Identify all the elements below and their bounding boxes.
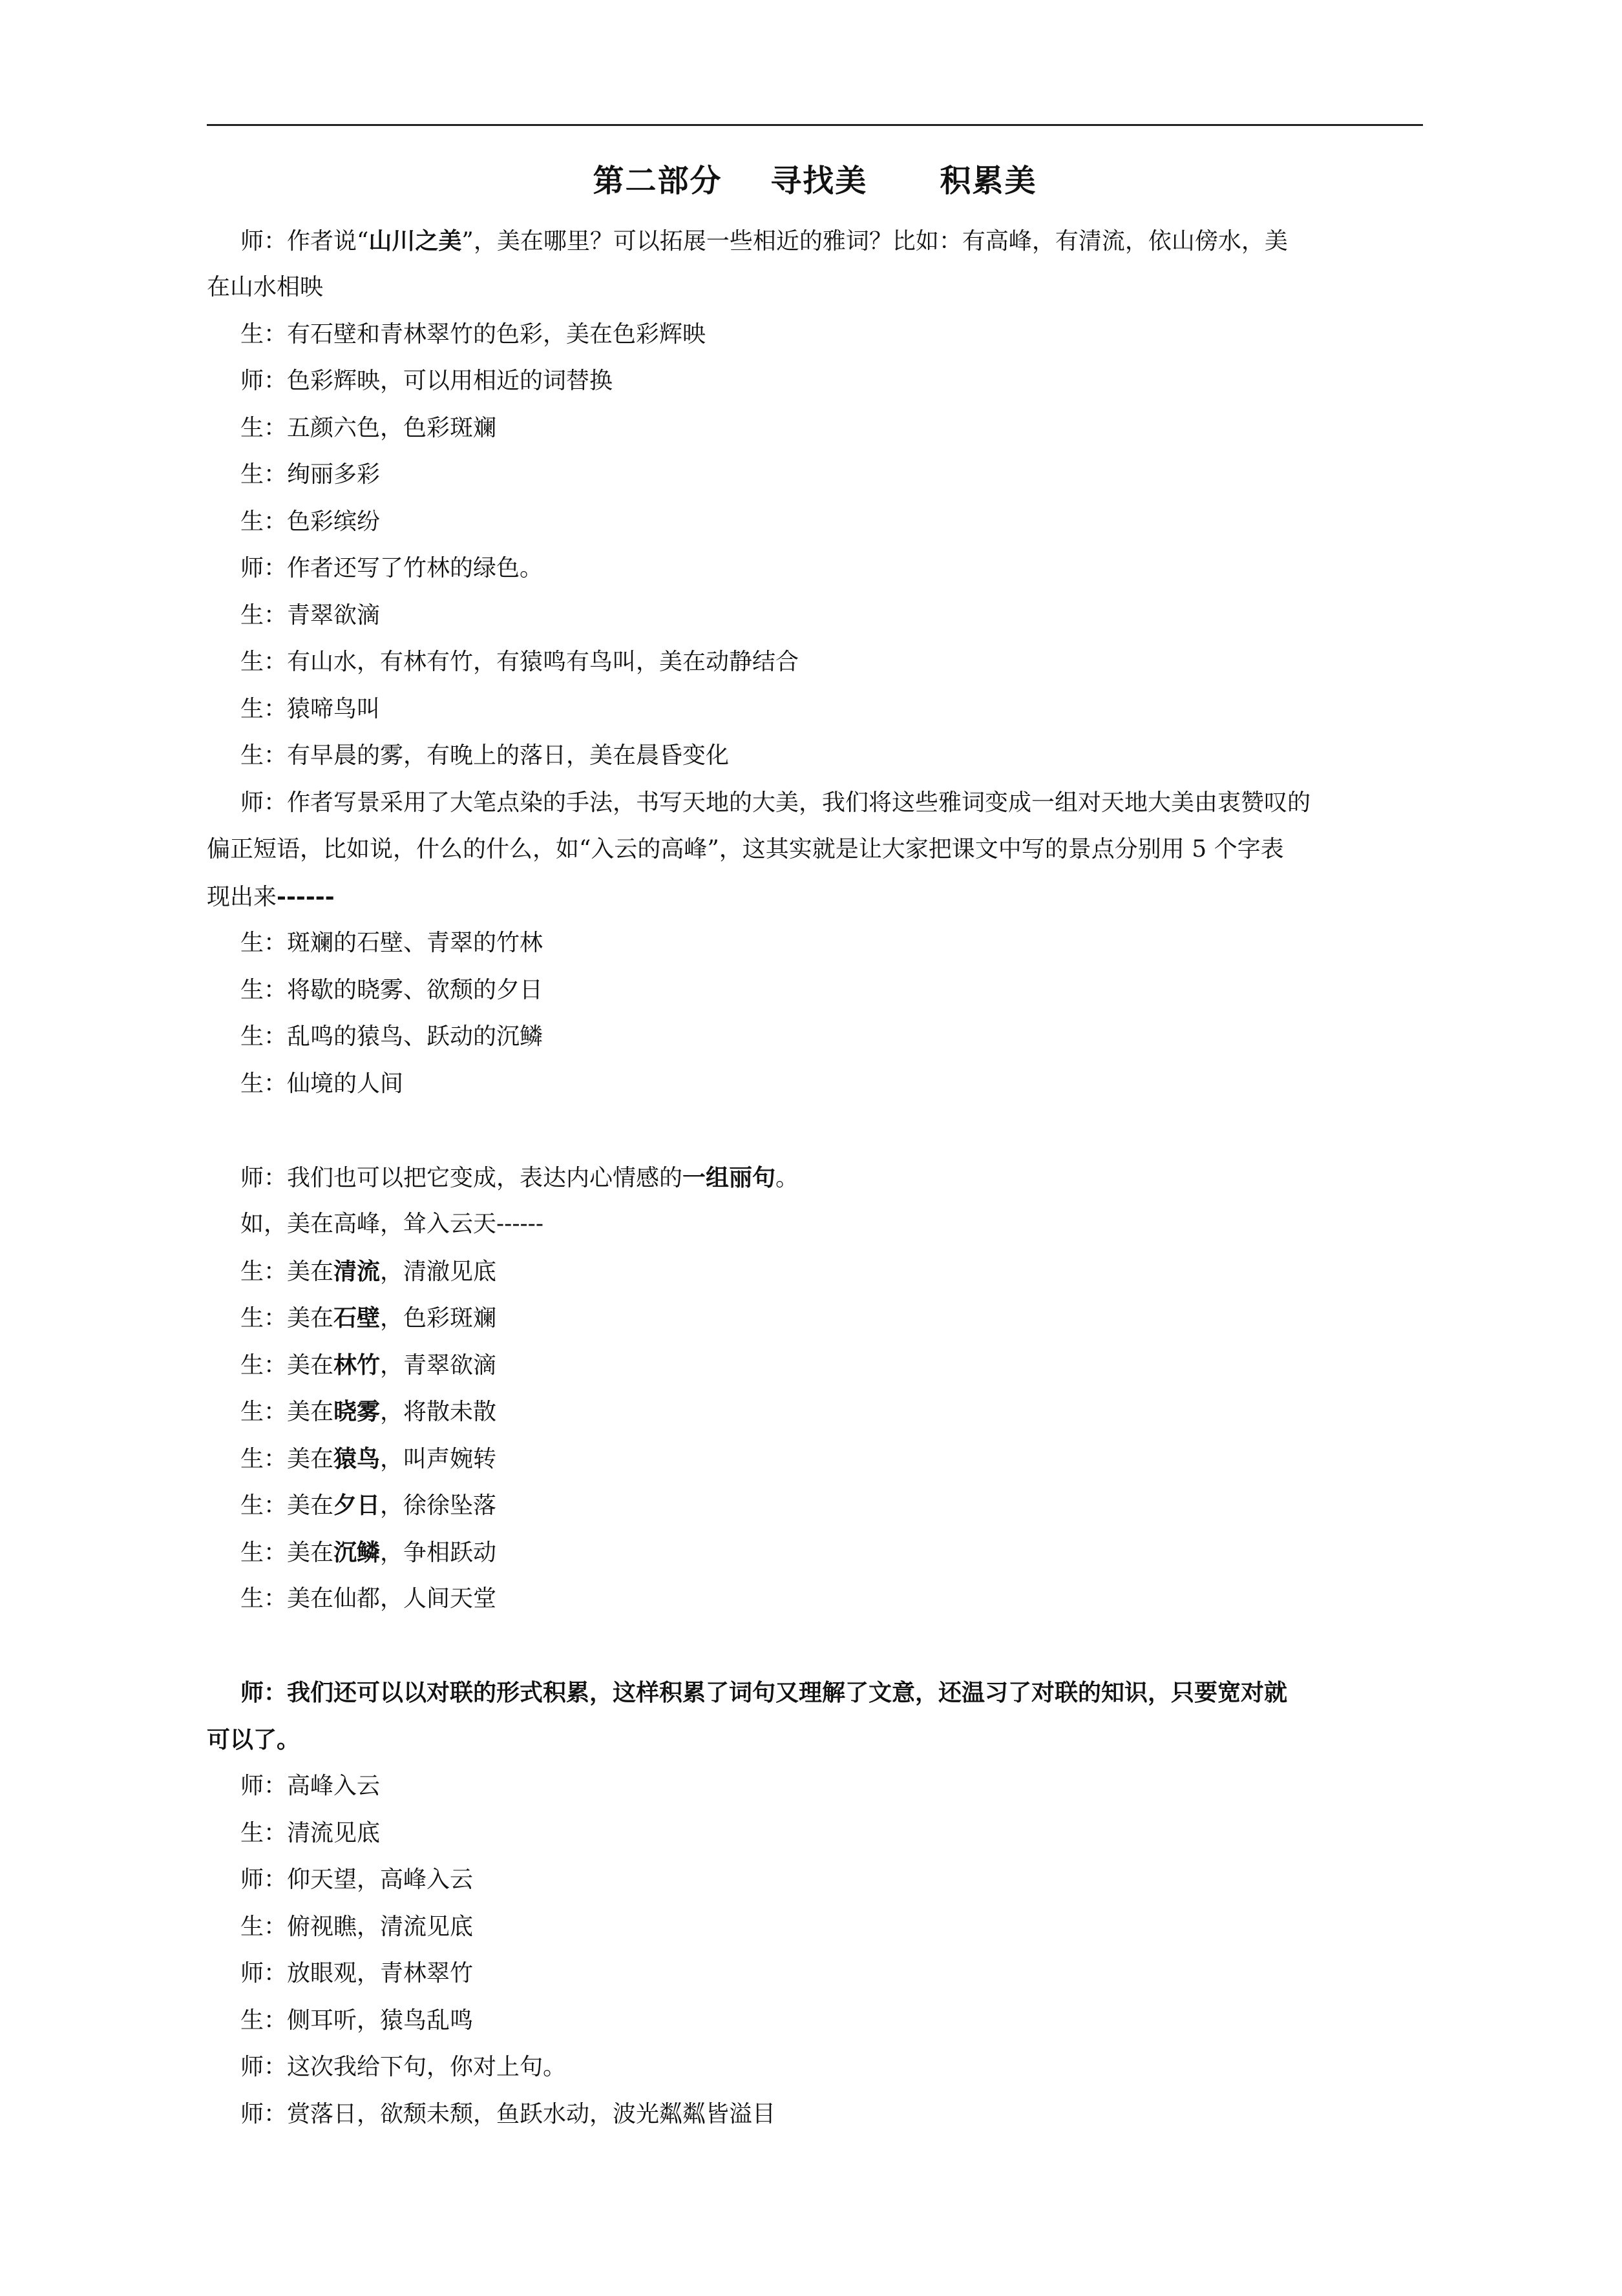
text-segment: 生：美在: [240, 1305, 334, 1331]
bold-phrase: 一组丽句: [682, 1164, 776, 1191]
text-segment: ，色彩斑斓: [380, 1305, 497, 1331]
bold-phrase: 猿鸟: [333, 1445, 381, 1472]
bold-dashes: ------: [277, 883, 335, 910]
dialogue-line: 生：猿啼鸟叫: [240, 696, 381, 722]
bold-phrase: 夕日: [333, 1492, 381, 1519]
dialogue-line: 生：五颜六色，色彩斑斓: [240, 415, 497, 441]
dialogue-line: [207, 1537, 1457, 1569]
text-segment: 生：美在: [240, 1352, 334, 1379]
text-segment: 生：美在: [240, 1446, 334, 1472]
text-segment: ，将散未散: [380, 1399, 497, 1425]
text-segment: ，青翠欲滴: [380, 1352, 497, 1379]
dialogue-line: [207, 1256, 1457, 1288]
dialogue-line: 师：放眼观，青林翠竹: [240, 1960, 474, 1987]
bold-paragraph-line: 可以了。: [207, 1726, 300, 1753]
text-segment: 生：美在: [240, 1492, 334, 1519]
text-segment: ，清澈见底: [380, 1258, 497, 1285]
dialogue-line: 生：俯视瞧，清流见底: [240, 1914, 474, 1940]
header-rule: [207, 124, 1423, 126]
dialogue-line: 生：乱鸣的猿鸟、跃动的沉鳞: [240, 1023, 543, 1050]
paragraph-line: 偏正短语，比如说，什么的什么，如“入云的高峰”，这其实就是让大家把课文中写的景点分别用 5 个字表: [207, 836, 1284, 862]
dialogue-line: 生：斑斓的石壁、青翠的竹林: [240, 930, 543, 956]
text-segment: 生：美在: [240, 1258, 334, 1285]
text-segment: 。: [775, 1165, 799, 1191]
dialogue-line: 如，美在高峰，耸入云天------: [240, 1211, 543, 1237]
bold-phrase: 林竹: [333, 1352, 381, 1379]
bold-phrase: 沉鳞: [333, 1539, 381, 1566]
dialogue-line: 师：仰天望，高峰入云: [240, 1866, 474, 1893]
dialogue-line: 师：高峰入云: [240, 1773, 381, 1799]
dialogue-line: 生：有早晨的雾，有晚上的落日，美在晨昏变化: [240, 742, 730, 769]
text-segment: ，徐徐坠落: [380, 1492, 497, 1519]
dialogue-line: [207, 1162, 1457, 1194]
paragraph-line: [207, 881, 1423, 913]
text-segment: ”，美在哪里？可以拓展一些相近的雅词？比如：有高峰，有清流，依山傍水，美: [461, 228, 1288, 255]
dialogue-line: [207, 1396, 1457, 1428]
dialogue-line: 生：清流见底: [240, 1820, 381, 1846]
dialogue-line: 生：青翠欲滴: [240, 602, 381, 629]
paragraph-line: [207, 225, 1457, 257]
dialogue-line: 生：色彩缤纷: [240, 508, 381, 535]
dialogue-line: 生：绚丽多彩: [240, 461, 381, 488]
dialogue-line: [207, 1302, 1457, 1334]
text-segment: 师：作者说“: [240, 228, 369, 255]
bold-paragraph-line: 师：我们还可以以对联的形式积累，这样积累了词句又理解了文意，还温习了对联的知识，只要宽对就: [240, 1679, 1288, 1706]
text-segment: 生：美在: [240, 1539, 334, 1566]
dialogue-line: 师：色彩辉映，可以用相近的词替换: [240, 368, 613, 394]
bold-phrase: 山川之美: [368, 227, 462, 255]
dialogue-line: 生：美在仙都，人间天堂: [240, 1585, 497, 1612]
text-segment: 师：我们也可以把它变成，表达内心情感的: [240, 1165, 683, 1191]
dialogue-line: [207, 1350, 1457, 1381]
bold-phrase: 晓雾: [333, 1398, 381, 1425]
dialogue-line: 生：仙境的人间: [240, 1070, 404, 1097]
bold-phrase: 石壁: [333, 1304, 381, 1331]
paragraph-line: 在山水相映: [207, 274, 324, 300]
text-segment: ，争相跃动: [380, 1539, 497, 1566]
dialogue-line: 生：侧耳听，猿鸟乱鸣: [240, 2007, 474, 2034]
dialogue-line: 生：有石壁和青林翠竹的色彩，美在色彩辉映: [240, 321, 706, 348]
dialogue-line: 师：作者还写了竹林的绿色。: [240, 555, 543, 581]
dialogue-line: [207, 1443, 1457, 1475]
bold-phrase: 清流: [333, 1258, 381, 1285]
text-segment: 生：美在: [240, 1399, 334, 1425]
dialogue-line: 师：这次我给下句，你对上句。: [240, 2054, 567, 2080]
text-segment: ，叫声婉转: [380, 1446, 497, 1472]
dialogue-line: 生：将歇的晓雾、欲颓的夕日: [240, 977, 543, 1003]
dialogue-line: 生：有山水，有林有竹，有猿鸣有鸟叫，美在动静结合: [240, 649, 799, 675]
dialogue-line: 师：赏落日，欲颓未颓，鱼跃水动，波光粼粼皆溢目: [240, 2101, 776, 2127]
text-segment: 现出来: [207, 884, 277, 910]
dialogue-line: [207, 1490, 1457, 1521]
section-title: 第二部分 寻找美 积累美: [593, 163, 1037, 199]
paragraph-line: 师：作者写景采用了大笔点染的手法，书写天地的大美，我们将这些雅词变成一组对天地大美由衷赞叹的: [240, 789, 1311, 816]
